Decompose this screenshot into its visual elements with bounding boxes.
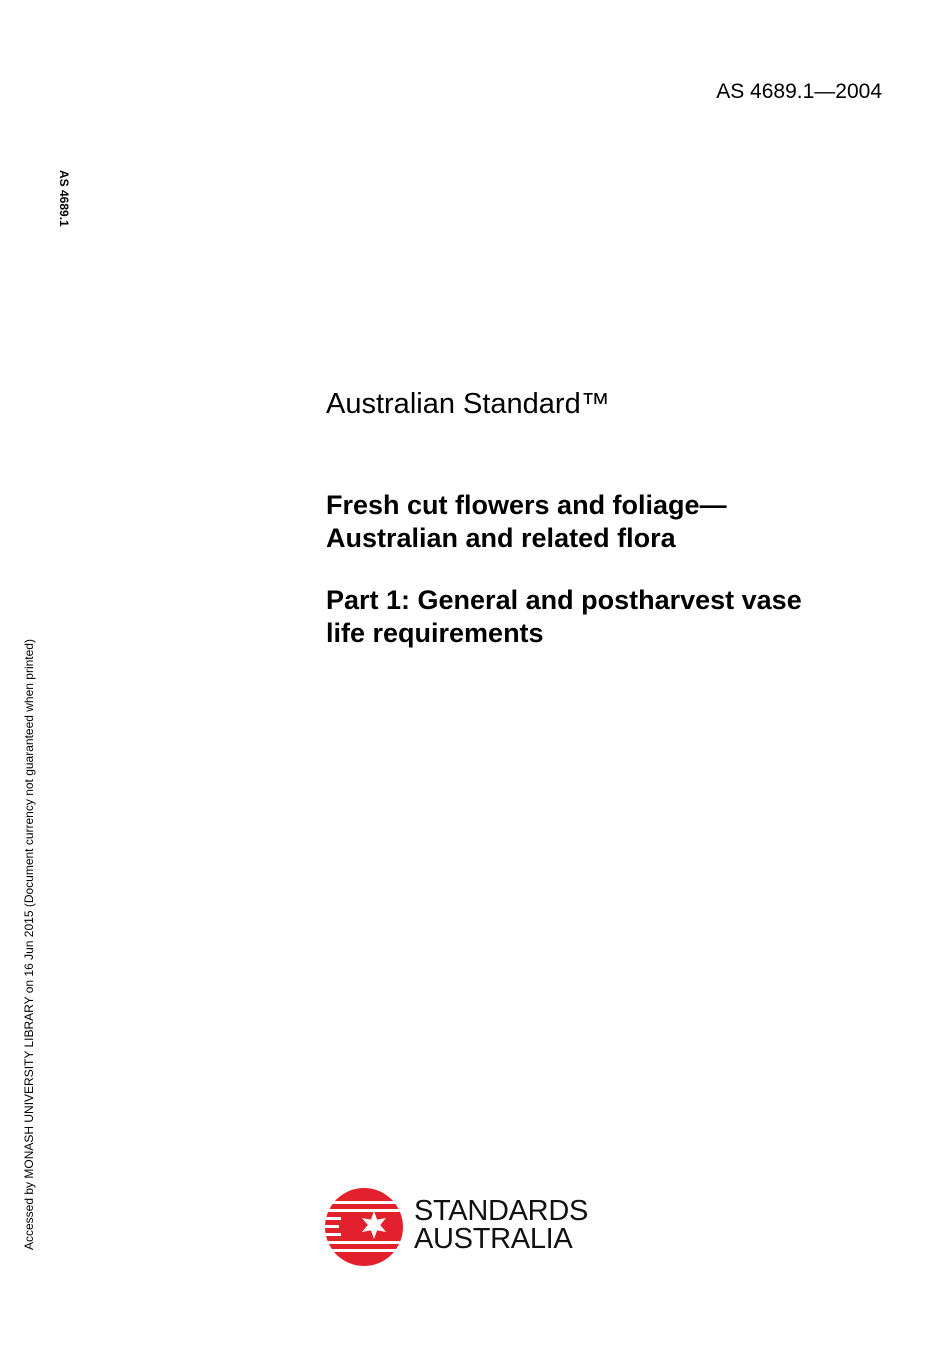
logo-mark-icon (324, 1187, 404, 1267)
access-note: Accessed by MONASH UNIVERSITY LIBRARY on 16 Jun 2015 (Document currency not guaranteed when printed) (22, 639, 36, 1250)
part-line-1: Part 1: General and postharvest vase (326, 585, 802, 615)
logo-wordmark (414, 1197, 588, 1253)
title-line-1: Fresh cut flowers and foliage— (326, 490, 727, 520)
logo-line-2: AUSTRALIA (414, 1223, 573, 1255)
spine-label: AS 4689.1 (57, 170, 71, 227)
logo-line-1: STANDARDS (414, 1195, 589, 1227)
document-title (326, 489, 886, 555)
standard-number: AS 4689.1—2004 (716, 80, 882, 103)
standards-australia-logo (324, 1187, 604, 1267)
part-title (326, 584, 886, 650)
title-line-2: Australian and related flora (326, 523, 676, 553)
series-name: Australian Standard™ (326, 388, 610, 420)
part-line-2: life requirements (326, 618, 544, 648)
